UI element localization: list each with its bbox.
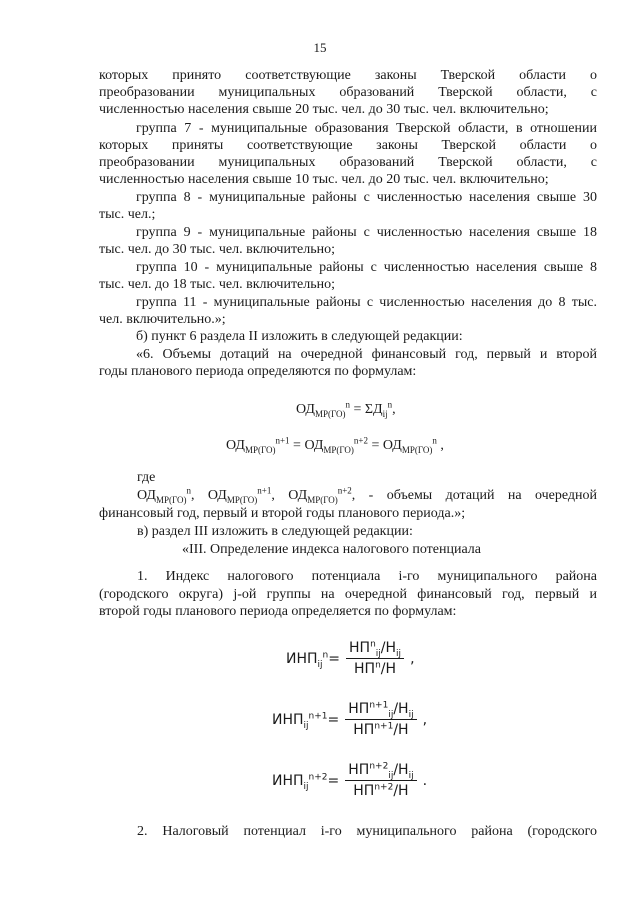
- text-line: преобразовании муниципальных образований Тверской области, с: [99, 155, 597, 170]
- formula-od-sum: $ОД_{МР(ГО)}^n = \Sigma Д_{ij}^n$,: [296, 399, 396, 419]
- text-line: (городского округа) j-ой группы на очередной финансовый год, первый и: [99, 587, 597, 602]
- text-line: группа 9 - муниципальные районы с численностью населения свыше 18: [136, 225, 597, 240]
- page-number: 15: [313, 40, 327, 55]
- text-line: группа 10 - муниципальные районы с численностью населения свыше 8: [136, 260, 597, 275]
- text-line: группа 7 - муниципальные образования Тверской области, в отношении: [136, 121, 597, 136]
- text-line: чел. включительно.»;: [99, 312, 226, 327]
- text-line: тыс. чел.;: [99, 207, 156, 222]
- text-line: группа 8 - муниципальные районы с численностью населения свыше 30: [136, 190, 597, 205]
- text-line: тыс. чел. до 18 тыс. чел. включительно;: [99, 277, 336, 292]
- text-line: численностью населения свыше 20 тыс. чел. до 30 тыс. чел. включительно;: [99, 102, 549, 117]
- text-line: в) раздел III изложить в следующей редакции:: [137, 524, 413, 539]
- text-line: 1. Индекс налогового потенциала i-го муниципального района: [137, 569, 597, 584]
- text-line: численностью населения свыше 10 тыс. чел. до 20 тыс. чел. включительно;: [99, 172, 549, 187]
- formula-inp-n2: $ИНП_{ij}^{n+2}$ = $\frac{НП^{n+2}_{ij}/Н_{ij}}{НП^{n+2}/Н}$ .: [272, 761, 428, 799]
- text-line: финансовый год, первый и второй годы планового периода.»;: [99, 506, 466, 521]
- text-line: которых принято соответствующие законы Тверской области о: [99, 68, 597, 83]
- text-line-with-formula: $ОД_{МР(ГО)}^n$, $ОД_{МР(ГО)}^{n+1}$, $ОД_{МР(ГО)}^{n+2}$, - объемы дотаций на очередной: [137, 485, 598, 505]
- formula-inp-n1: $ИНП_{ij}^{n+1}$ = $\frac{НП^{n+1}_{ij}/Н_{ij}}{НП^{n+1}/Н}$ ,: [272, 700, 428, 738]
- text-line: второй годы планового периода определяется по формулам:: [99, 604, 457, 619]
- formula-inp-n: $ИНП_{ij}^n$ = $\frac{НП^n_{ij}/Н_{ij}}{НП^n/Н}$ ,: [286, 639, 415, 677]
- text-line: которых приняты соответствующие законы Тверской области о: [99, 138, 597, 153]
- text-line: где: [137, 470, 156, 485]
- text-line: тыс. чел. до 30 тыс. чел. включительно;: [99, 242, 336, 257]
- formula-od-equal: $ОД_{МР(ГО)}^{n+1} = ОД_{МР(ГО)}^{n+2} = ОД_{МР(ГО)}^n$ ,: [226, 435, 444, 455]
- text-line: группа 11 - муниципальные районы с численностью населения до 8 тыс.: [136, 295, 597, 310]
- text-line: «6. Объемы дотаций на очередной финансовый год, первый и второй: [136, 347, 597, 362]
- text-line: годы планового периода определяются по формулам:: [99, 364, 417, 379]
- text-line: преобразовании муниципальных образований Тверской области, с: [99, 85, 597, 100]
- text-line: 2. Налоговый потенциал i-го муниципального района (городского: [137, 824, 597, 839]
- section-heading: «III. Определение индекса налогового потенциала: [182, 542, 481, 557]
- text-line: б) пункт 6 раздела II изложить в следующей редакции:: [136, 329, 463, 344]
